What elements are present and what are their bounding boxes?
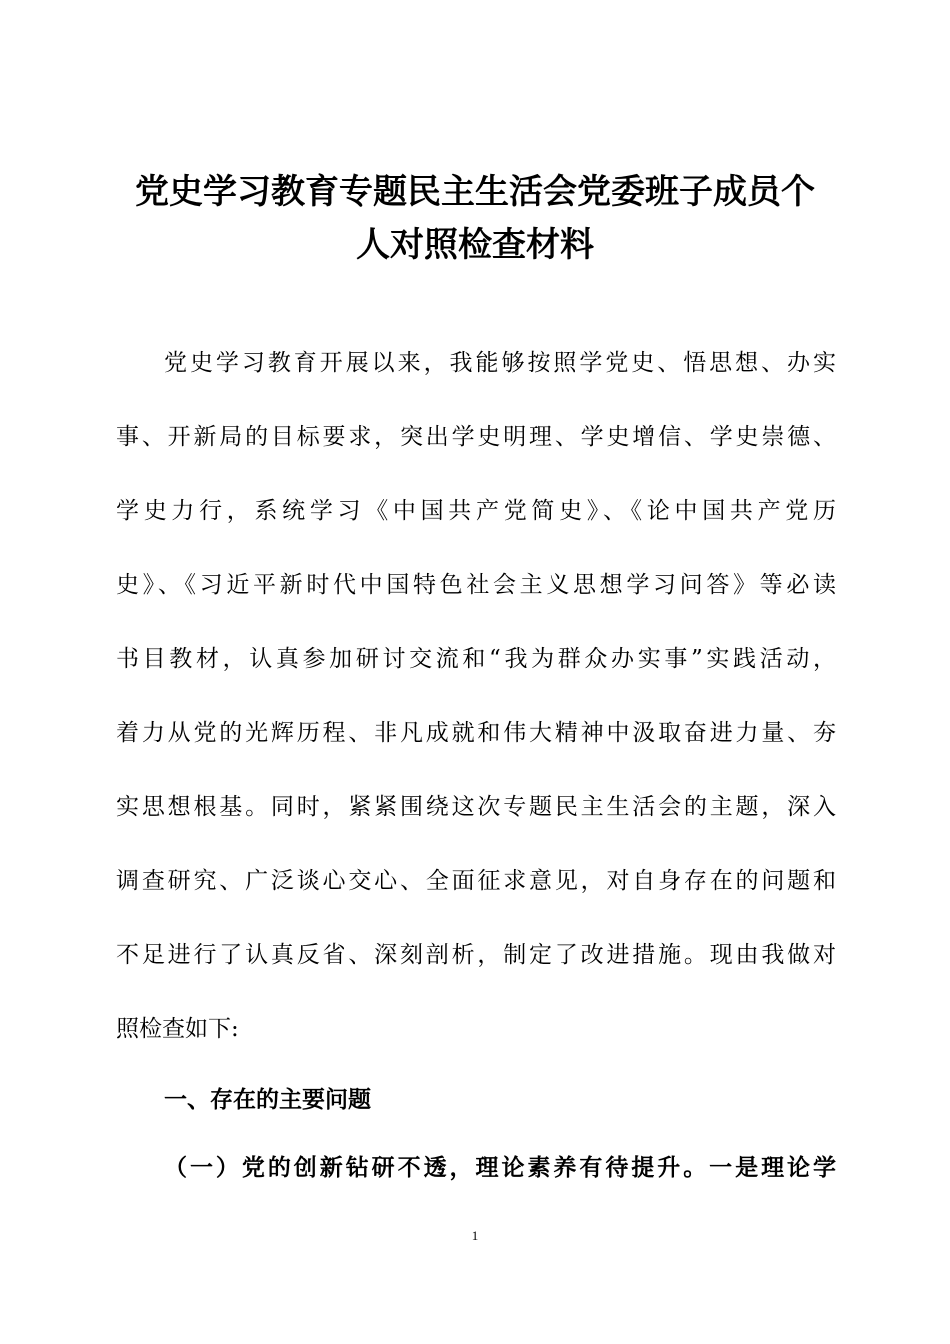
body-line-7: 实思想根基。同时，紧紧围绕这次专题民主生活会的主题，深入 (116, 794, 836, 820)
page-number: 1 (471, 1228, 479, 1243)
body-line-10: 照检查如下: (116, 1016, 239, 1042)
document-title-line-2: 人对照检查材料 (356, 225, 594, 265)
body-line-5: 书目教材，认真参加研讨交流和“我为群众办实事”实践活动， (116, 646, 836, 672)
section-heading: 一、存在的主要问题 (164, 1086, 371, 1113)
body-line-9: 不足进行了认真反省、深刻剖析，制定了改进措施。现由我做对 (116, 942, 836, 968)
body-line-3: 学史力行，系统学习《中国共产党简史》、《论中国共产党历 (116, 498, 836, 524)
body-line-1: 党史学习教育开展以来，我能够按照学党史、悟思想、办实 (164, 350, 836, 376)
body-line-8: 调查研究、广泛谈心交心、全面征求意见，对自身存在的问题和 (116, 868, 836, 894)
subsection-line: （一）党的创新钻研不透，理论素养有待提升。一是理论学 (164, 1154, 836, 1181)
body-line-6: 着力从党的光辉历程、非凡成就和伟大精神中汲取奋进力量、夯 (116, 720, 836, 746)
body-line-4: 史》、《习近平新时代中国特色社会主义思想学习问答》等必读 (116, 572, 836, 598)
document-title-line-1: 党史学习教育专题民主生活会党委班子成员个 (135, 172, 815, 212)
body-line-2: 事、开新局的目标要求，突出学史明理、学史增信、学史崇德、 (116, 424, 836, 450)
